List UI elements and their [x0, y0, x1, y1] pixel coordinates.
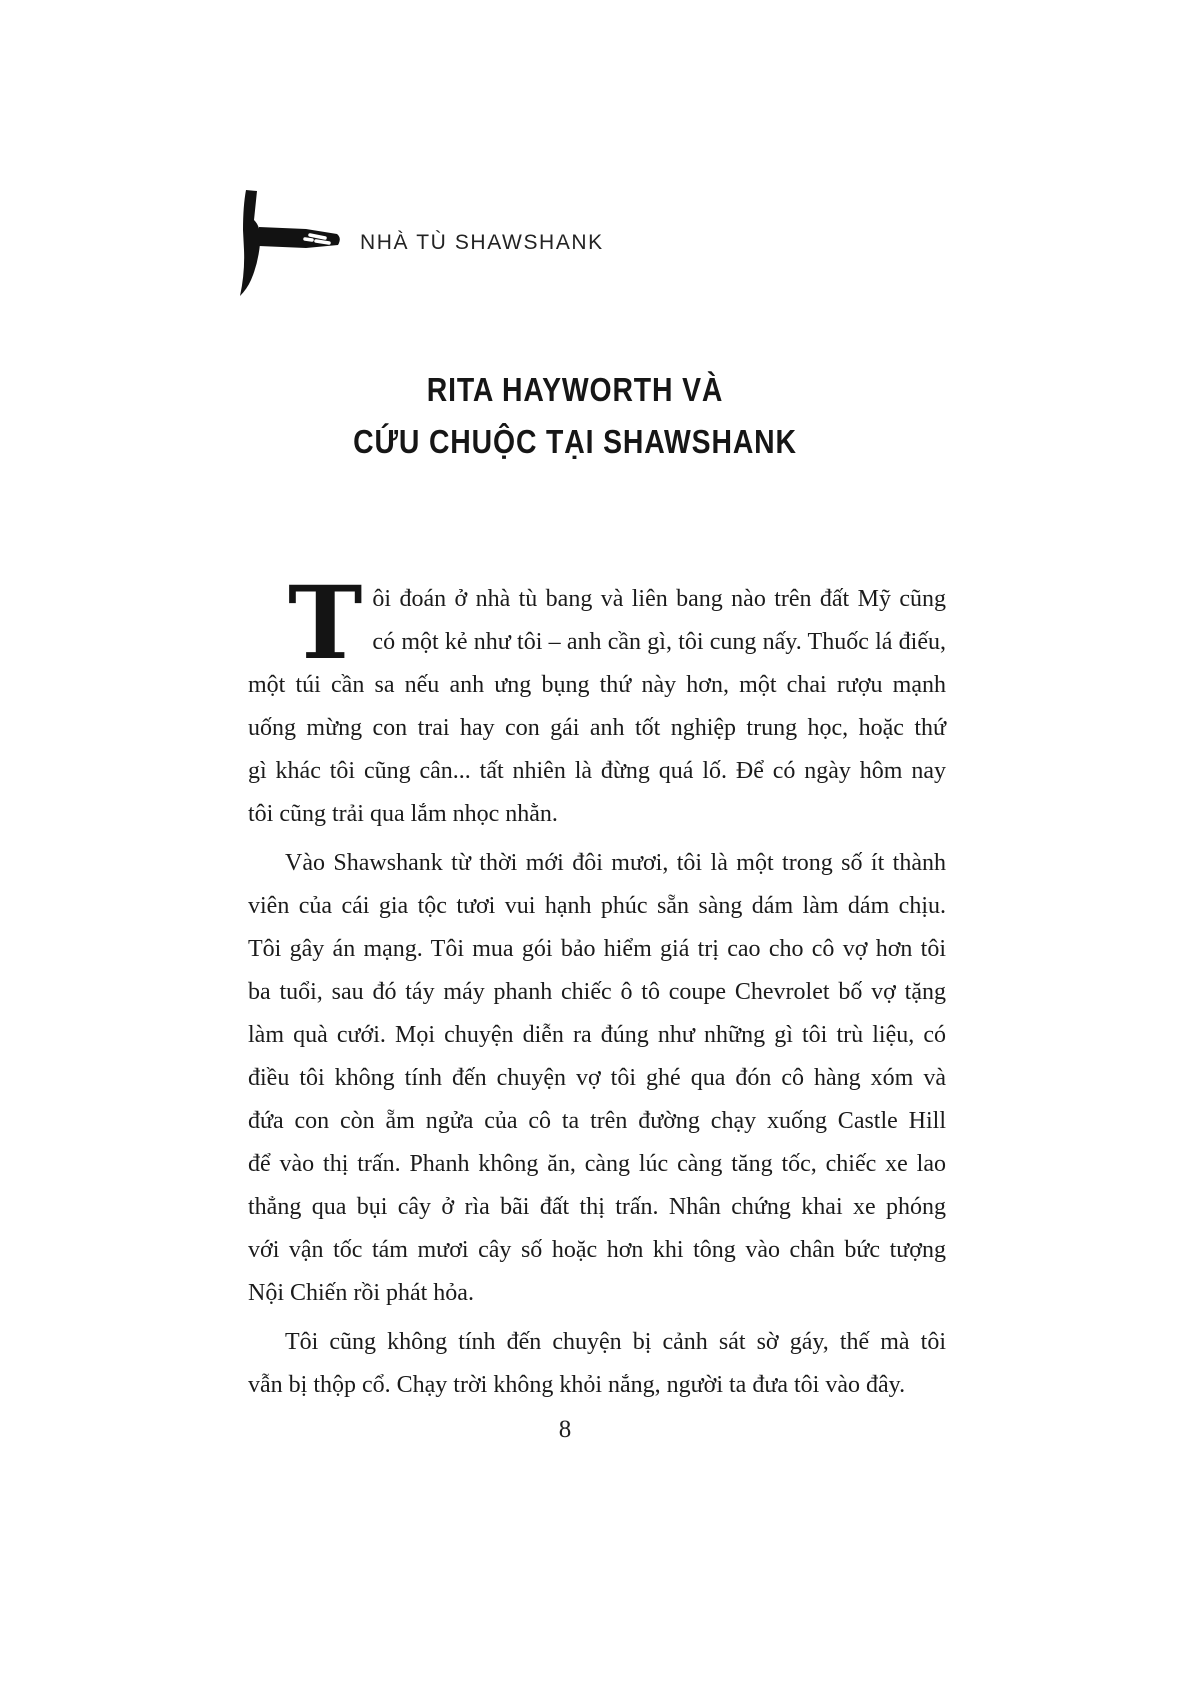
body-line: Vào Shawshank từ thời mới đôi mươi, tôi là một trong số ít thành: [285, 850, 946, 876]
body-line: Tôi cũng không tính đến chuyện bị cảnh sát sờ gáy, thế mà tôi: [285, 1329, 946, 1355]
body-line: thẳng qua bụi cây ở rìa bãi đất thị trấn. Nhân chứng khai xe phóng: [248, 1194, 946, 1220]
chapter-title: [130, 364, 1020, 468]
running-header-label: NHÀ TÙ SHAWSHANK: [360, 231, 604, 254]
body-line: vẫn bị thộp cổ. Chạy trời không khỏi nắng, người ta đưa tôi vào đây.: [248, 1372, 906, 1398]
body-line: điều tôi không tính đến chuyện vợ tôi ghé qua đón cô hàng xóm và: [248, 1065, 946, 1091]
body-line: tôi cũng trải qua lắm nhọc nhằn.: [248, 801, 558, 827]
page-number: 8: [558, 1416, 572, 1443]
body-line: có một kẻ như tôi – anh cần gì, tôi cung nấy. Thuốc lá điếu,: [372, 629, 946, 655]
chapter-title-line-2: CỨU CHUỘC TẠI SHAWSHANK: [353, 423, 797, 460]
body-line: với vận tốc tám mươi cây số hoặc hơn khi tông vào chân bức tượng: [248, 1237, 946, 1263]
body-line: uống mừng con trai hay con gái anh tốt nghiệp trung học, hoặc thứ: [248, 715, 946, 741]
body-line: viên của cái gia tộc tươi vui hạnh phúc sẵn sàng dám làm dám chịu.: [248, 893, 946, 919]
body-line: gì khác tôi cũng cân... tất nhiên là đừng quá lố. Để có ngày hôm nay: [248, 758, 946, 784]
body-line: Tôi gây án mạng. Tôi mua gói bảo hiểm giá trị cao cho cô vợ hơn tôi: [248, 936, 946, 962]
drop-cap: T: [288, 564, 363, 682]
paragraph: [248, 564, 946, 836]
paragraph: [248, 842, 946, 1315]
chapter-title-line-1: RITA HAYWORTH VÀ: [426, 371, 724, 408]
body-line: làm quà cưới. Mọi chuyện diễn ra đúng như những gì tôi trù liệu, có: [248, 1022, 946, 1048]
body-line: ôi đoán ở nhà tù bang và liên bang nào trên đất Mỹ cũng: [372, 586, 946, 612]
body-line: Nội Chiến rồi phát hỏa.: [248, 1280, 474, 1306]
body-line: một túi cần sa nếu anh ưng bụng thứ này hơn, một chai rượu mạnh: [248, 672, 946, 698]
body-line: đứa con còn ẵm ngửa của cô ta trên đường chạy xuống Castle Hill: [248, 1108, 946, 1134]
body-line: ba tuổi, sau đó táy máy phanh chiếc ô tô coupe Chevrolet bố vợ tặng: [248, 979, 946, 1005]
running-header: [226, 184, 604, 298]
rock-hammer-icon: [226, 184, 346, 298]
body-text: [248, 564, 946, 1407]
body-line: để vào thị trấn. Phanh không ăn, càng lúc càng tăng tốc, chiếc xe lao: [248, 1151, 946, 1177]
paragraph: [248, 1321, 946, 1407]
